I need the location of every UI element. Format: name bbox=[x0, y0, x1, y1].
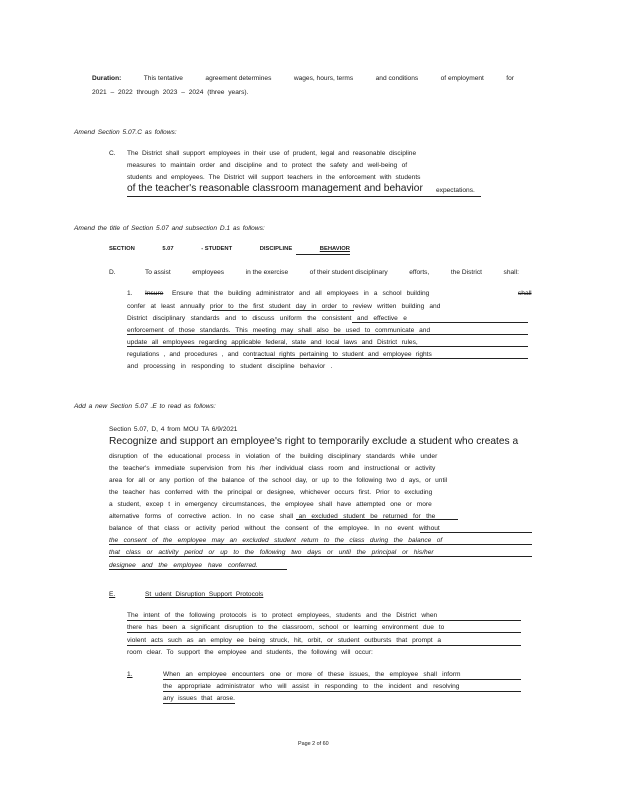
intro-word: To assist bbox=[145, 269, 171, 276]
insertion-underline bbox=[127, 346, 528, 347]
duration-word: for bbox=[506, 75, 514, 82]
item-marker-c: C. bbox=[109, 150, 116, 157]
insertion-underline bbox=[420, 532, 532, 533]
insertion-underline bbox=[127, 645, 521, 646]
protocols-line: violent acts such as an employ ee being struck, hit, orbit, or student outbursts that prompt a bbox=[127, 637, 442, 644]
instruction-amend-title: Amend the title of Section 5.07 and subsection D.1 as follows: bbox=[74, 225, 265, 232]
duration-word: wages, hours, terms bbox=[293, 75, 354, 82]
heading-word: 5.07 bbox=[162, 246, 174, 252]
intro-word: the District bbox=[450, 269, 482, 276]
insertion-underline bbox=[127, 196, 481, 197]
insertion-underline bbox=[163, 703, 235, 704]
insertion-underline bbox=[163, 679, 521, 680]
paragraph-e-line: area for all or any portion of the balance of the school day, or up to the following two d ays, or until bbox=[109, 477, 448, 484]
item-marker-e: E. bbox=[109, 591, 116, 598]
duration-word: of employment bbox=[440, 75, 484, 82]
strike-segment bbox=[296, 519, 458, 520]
paragraph-c-line: measures to maintain order and discipline and to protect the safety and well-being of bbox=[127, 162, 408, 169]
paragraph-d-line: District disciplinary standards and to discuss uniform the consistent and effective e bbox=[127, 315, 407, 322]
protocols-line: room clear. To support the employee and students, the following will occur: bbox=[127, 649, 373, 656]
protocol-item-number-1: 1. bbox=[127, 671, 133, 678]
paragraph-c-line: students and employees. The District will support teachers in the enforcement with students bbox=[127, 174, 421, 181]
intro-word: of their student disciplinary bbox=[309, 269, 388, 276]
intro-word: shall: bbox=[503, 269, 519, 276]
duration-line-1 bbox=[92, 74, 514, 83]
protocols-line: there has been a significant disruption to the classroom, school or learning environment due to bbox=[127, 624, 445, 631]
paragraph-d-line: update all employees regarding applicable federal, state and local laws and District rules, bbox=[127, 339, 418, 346]
heading-word: - STUDENT bbox=[201, 246, 233, 252]
paragraph-e-line: disruption of the educational process in violation of the building disciplinary standards while under bbox=[109, 453, 438, 460]
paragraph-e-line: balance of that class or activity period without the consent of the employee. In no event without bbox=[109, 525, 440, 532]
inserted-text-large: Recognize and support an employee's right to temporarily exclude a student who creates a bbox=[109, 436, 519, 447]
paragraph-d-line: Ensure that the building administrator and all employees in a school building bbox=[172, 290, 430, 297]
item-number-1: 1. bbox=[127, 290, 133, 297]
paragraph-e-line: a student, excep t in emergency circumstances, the employee shall have attempted one or more bbox=[109, 501, 432, 508]
protocol-item-line: the appropriate administrator who will assist in responding to the incident and resolving bbox=[163, 683, 460, 690]
paragraph-e-line: the teacher has conferred with the principal or designee, whichever occurs first. Prior to excluding bbox=[109, 489, 433, 496]
paragraph-d-line: confer at least annually prior to the first student day in order to review written building and bbox=[127, 303, 441, 310]
heading-word: SECTION bbox=[109, 246, 135, 252]
protocol-item-line: When an employee encounters one or more of these issues, the employee shall inform bbox=[163, 671, 461, 678]
paragraph-e-line: the teacher's immediate supervision from his /her individual class room and instructional or activity bbox=[109, 465, 436, 472]
duration-label: Duration: bbox=[92, 75, 122, 82]
intro-word: efforts, bbox=[409, 269, 430, 276]
insertion-underline bbox=[352, 322, 528, 323]
intro-word: in the exercise bbox=[245, 269, 289, 276]
heading-word: DISCIPLINE bbox=[259, 246, 293, 252]
intro-word: employees bbox=[192, 269, 225, 276]
paragraph-d-line: and processing in responding to student discipline behavior . bbox=[127, 363, 333, 370]
page-number: Page 2 of 60 bbox=[298, 741, 329, 747]
item-marker-d: D. bbox=[109, 269, 116, 276]
instruction-amend-507c: Amend Section 5.07.C as follows: bbox=[74, 129, 177, 136]
paragraph-d-line: enforcement of those standards. This meeting may shall also be used to communicate and bbox=[127, 327, 431, 334]
instruction-add-507e: Add a new Section 5.07 .E to read as follows: bbox=[74, 403, 216, 410]
insertion-underline bbox=[109, 544, 532, 545]
duration-line-2: 2021 – 2022 through 2023 – 2024 (three years). bbox=[92, 89, 249, 96]
duration-word: This tentative bbox=[143, 75, 183, 82]
section-heading bbox=[109, 245, 350, 254]
paragraph-d-line: regulations , and procedures , and contractual rights pertaining to student and employee rights bbox=[127, 351, 432, 358]
duration-word: agreement determines bbox=[205, 75, 272, 82]
duration-word: and conditions bbox=[375, 75, 419, 82]
protocol-item-line: any issues that arose. bbox=[163, 695, 235, 702]
protocols-title: St udent Disruption Support Protocols bbox=[145, 591, 264, 598]
paragraph-e-italic-line: the consent of the employee may an excluded student return to the class during the balance of bbox=[109, 537, 443, 544]
heading-underline bbox=[296, 254, 350, 255]
subsection-d-intro bbox=[145, 268, 519, 277]
paragraph-c-tail: expectations. bbox=[436, 187, 475, 194]
insertion-underline bbox=[163, 691, 521, 692]
paragraph-e-line: alternative forms of corrective action. In no case shall an excluded student be returned for the bbox=[109, 513, 436, 520]
struck-word-insure: Insure bbox=[145, 290, 164, 297]
insertion-underline bbox=[212, 310, 354, 311]
mou-reference: Section 5.07, D, 4 from MOU TA 6/9/2021 bbox=[109, 426, 238, 433]
paragraph-c-line: The District shall support employees in their use of prudent, legal and reasonable discipline bbox=[127, 150, 417, 157]
protocols-line: The intent of the following protocols is to protect employees, students and the District when bbox=[127, 612, 438, 619]
insertion-underline bbox=[127, 632, 521, 633]
inserted-text-large: of the teacher's reasonable classroom management and behavior bbox=[127, 183, 423, 194]
struck-word-shall: shall bbox=[518, 290, 532, 297]
heading-inserted-word: BEHAVIOR bbox=[319, 246, 350, 252]
insertion-underline bbox=[254, 358, 528, 359]
insertion-underline bbox=[109, 556, 532, 557]
insertion-underline bbox=[127, 334, 528, 335]
paragraph-e-italic-line: that class or activity period or up to the following two days or until the principal or his/her bbox=[109, 549, 434, 556]
insertion-underline bbox=[109, 569, 287, 570]
insertion-underline bbox=[127, 620, 521, 621]
paragraph-e-italic-line: designee and the employee have conferred. bbox=[109, 562, 258, 569]
